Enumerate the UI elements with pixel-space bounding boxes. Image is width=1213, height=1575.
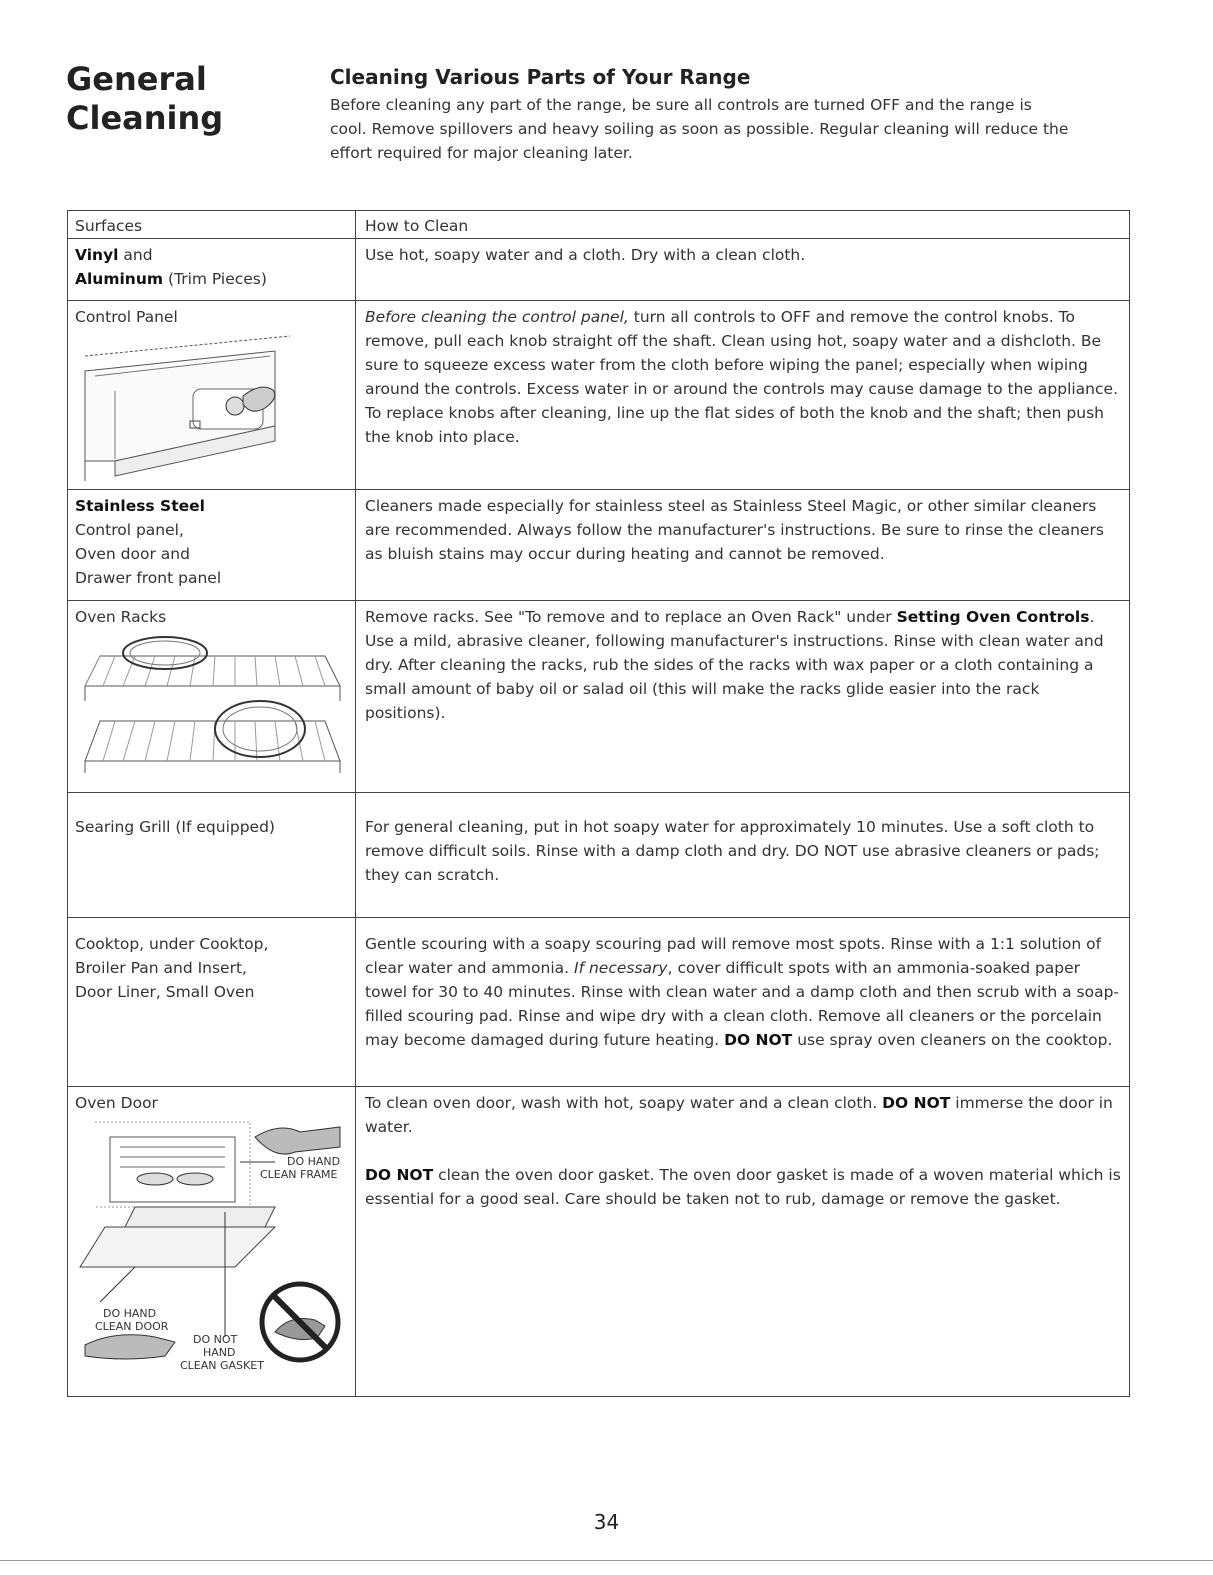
door-paragraph-1: [365, 1091, 1123, 1139]
surface-sub: Drawer front panel: [75, 569, 222, 587]
label-no-gasket-2: HAND: [203, 1346, 236, 1359]
surface-line: Door Liner, Small Oven: [75, 983, 255, 1001]
oven-racks-illustration: [75, 631, 345, 781]
surface-aluminum: Aluminum: [75, 270, 164, 288]
how-italic: Before cleaning the control panel,: [365, 308, 629, 326]
surface-cell: [68, 918, 356, 1087]
how-text: To clean oven door, wash with hot, soapy water and a clean cloth.: [365, 1094, 883, 1112]
how-cell: For general cleaning, put in hot soapy water for approximately 10 minutes. Use a soft cloth to remove difficult soils. Rinse with a damp cloth and dry. DO NOT use abrasive cleaners or pads; they can scratch.: [356, 793, 1130, 918]
table-row: [68, 490, 1130, 601]
control-panel-illustration: [75, 331, 295, 481]
header-how-to-clean: How to Clean: [356, 211, 1130, 239]
surface-text: (Trim Pieces): [163, 270, 267, 288]
how-bold: Setting Oven Controls: [896, 608, 1090, 626]
table-row: [68, 601, 1130, 793]
surface-cell: [68, 301, 356, 490]
surface-sub: Control panel,: [75, 521, 184, 539]
how-text: turn all controls to OFF and remove the control knobs. To remove, pull each knob straight off the shaft. Clean using hot, soapy water and a dishcloth. Be sure to squeeze excess water from the cloth before wiping the panel; especially when wiping around the controls. Excess water in or around the controls may cause damage to the appliance. To replace knobs after cleaning, line up the flat sides of both the knob and the shaft; then push the knob into place.: [365, 308, 1118, 446]
surface-line: Broiler Pan and Insert,: [75, 959, 247, 977]
label-hand-door-2: CLEAN DOOR: [95, 1320, 169, 1333]
surface-cell: [68, 239, 356, 301]
surface-cell: [68, 490, 356, 601]
table-row: [68, 793, 1130, 918]
label-hand-frame-2: CLEAN FRAME: [260, 1168, 338, 1181]
how-text: immerse the door in water.: [365, 1094, 1113, 1136]
surface-cell: [68, 601, 356, 793]
oven-door-illustration: [75, 1117, 345, 1377]
section-header: [330, 64, 1140, 165]
surface-cell: [68, 1087, 356, 1397]
label-hand-frame-1: DO HAND: [287, 1155, 341, 1168]
side-title-line1: General: [66, 60, 207, 98]
surface-stainless: Stainless Steel: [75, 497, 205, 515]
how-text: Gentle scouring with a soapy scouring pad will remove most spots. Rinse with a 1:1 solution of clear water and ammonia.: [365, 935, 1102, 977]
page-number: 34: [593, 1510, 620, 1534]
surface-vinyl: Vinyl: [75, 246, 119, 264]
label-no-gasket-1: DO NOT: [193, 1333, 238, 1346]
surface-control-panel: Control Panel: [75, 308, 178, 326]
table-header-row: [68, 211, 1130, 239]
section-intro: [330, 93, 1140, 165]
surface-cell: Searing Grill (If equipped): [68, 793, 356, 918]
table-row: [68, 301, 1130, 490]
surface-sub: Oven door and: [75, 545, 190, 563]
table-row: [68, 239, 1130, 301]
how-cell: [356, 1087, 1130, 1397]
side-title: [66, 60, 296, 138]
surface-oven-door: Oven Door: [75, 1094, 158, 1112]
table-row: [68, 918, 1130, 1087]
how-cell: [356, 918, 1130, 1087]
label-no-gasket-3: CLEAN GASKET: [180, 1359, 264, 1372]
how-bold: DO NOT: [882, 1094, 951, 1112]
surface-text: and: [118, 246, 153, 264]
intro-line: Before cleaning any part of the range, be sure all controls are turned OFF and the range is: [330, 96, 1032, 114]
how-text: . Use a mild, abrasive cleaner, following manufacturer's instructions. Rinse with clean water and dry. After cleaning the racks, rub the sides of the racks with wax paper or a cloth containing a small amount of baby oil or salad oil (this will make the racks glide easier into the rack positions).: [365, 608, 1104, 722]
surface-oven-racks: Oven Racks: [75, 608, 167, 626]
surface-line: Cooktop, under Cooktop,: [75, 935, 269, 953]
table-row: [68, 1087, 1130, 1397]
intro-line: effort required for major cleaning later.: [330, 144, 633, 162]
how-cell: Cleaners made especially for stainless steel as Stainless Steel Magic, or other similar cleaners are recommended. Always follow the manufacturer's instructions. Be sure to rinse the cleaners as bluish stains may occur during heating and cannot be removed.: [356, 490, 1130, 601]
side-title-line2: Cleaning: [66, 99, 224, 137]
how-bold: DO NOT: [724, 1031, 793, 1049]
intro-line: cool. Remove spillovers and heavy soiling as soon as possible. Regular cleaning will reduce the: [330, 120, 1069, 138]
how-text: , cover difficult spots with an ammonia-soaked paper towel for 30 to 40 minutes. Rinse with clean water and a damp cloth and then scrub with a soap-filled scouring pad. Rinse and wipe dry with a clean cloth. Remove all cleaners or the porcelain may become damaged during future heating.: [365, 959, 1119, 1049]
how-italic: If necessary: [574, 959, 668, 977]
how-cell: [356, 301, 1130, 490]
how-text: use spray oven cleaners on the cooktop.: [792, 1031, 1113, 1049]
door-paragraph-2: [365, 1163, 1123, 1211]
footer-rule: [0, 1560, 1213, 1561]
how-cell: Use hot, soapy water and a cloth. Dry with a clean cloth.: [356, 239, 1130, 301]
how-bold: DO NOT: [365, 1166, 434, 1184]
section-title: Cleaning Various Parts of Your Range: [330, 65, 751, 89]
header-surfaces: Surfaces: [68, 211, 356, 239]
cleaning-table: [67, 210, 1130, 1397]
how-cell: [356, 601, 1130, 793]
label-hand-door-1: DO HAND: [103, 1307, 157, 1320]
how-text: clean the oven door gasket. The oven door gasket is made of a woven material which is essential for a good seal. Care should be taken not to rub, damage or remove the gasket.: [365, 1166, 1121, 1208]
how-text: Remove racks. See "To remove and to replace an Oven Rack" under: [365, 608, 897, 626]
